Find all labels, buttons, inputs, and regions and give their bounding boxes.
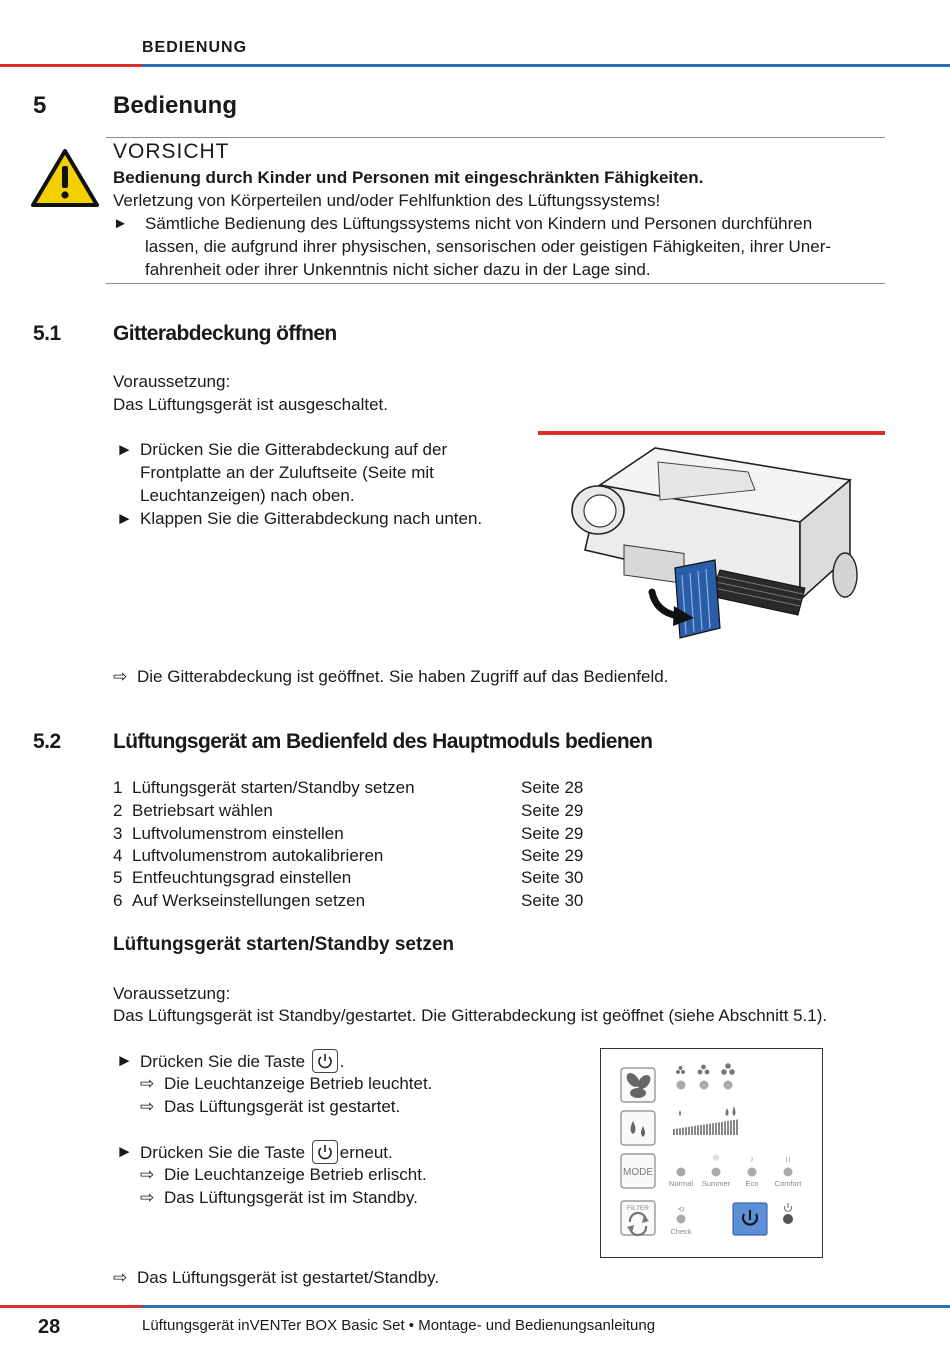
caution-subtitle: Bedienung durch Kinder und Personen mit eingeschränkten Fähigkeiten.: [113, 168, 704, 187]
mode-label: MODE: [623, 1167, 653, 1178]
prereq-label: Voraussetzung:: [113, 984, 231, 1003]
mode-comfort-label: Comfort: [774, 1179, 802, 1188]
triangle-bullet-icon: ►: [113, 215, 128, 232]
filter-label: FILTER: [627, 1205, 649, 1212]
step-text: Drücken Sie die Taste: [140, 1052, 306, 1071]
step-text: Leuchtanzeigen) nach oben.: [140, 486, 355, 505]
control-panel-illustration: [600, 1048, 823, 1258]
prereq-text: Das Lüftungsgerät ist ausgeschaltet.: [113, 395, 388, 414]
humidity-bar-segment: [676, 1129, 678, 1135]
footer-rule-red: [0, 1305, 142, 1308]
toc-page: Seite 28: [521, 778, 584, 797]
warning-triangle-icon: [30, 148, 100, 208]
step-line: [140, 1140, 393, 1164]
toc-number: 4: [113, 846, 123, 865]
humidity-bar-segment: [703, 1125, 705, 1136]
toc-number: 1: [113, 778, 123, 797]
result-arrow-icon: ⇨: [140, 1165, 155, 1184]
caution-effect: Verletzung von Körperteilen und/oder Fehlfunktion des Lüftungssystems!: [113, 191, 661, 210]
subsection-number: 5.2: [33, 730, 61, 753]
humidity-bar-segment: [736, 1120, 738, 1135]
footer-rule-blue: [142, 1305, 950, 1308]
eco-wave-icon: ≀: [750, 1155, 754, 1164]
toc-label: Luftvolumenstrom autokalibrieren: [132, 846, 384, 865]
toc-page: Seite 29: [521, 801, 584, 820]
humidity-bar-segment: [685, 1127, 687, 1135]
humidity-bar-segment: [730, 1120, 732, 1135]
humidity-bar-segment: [688, 1127, 690, 1135]
humidity-bar-segment: [691, 1126, 693, 1135]
humidity-bar-segment: [682, 1128, 684, 1135]
step-text: Drücken Sie die Gitterabdeckung auf der: [140, 440, 448, 459]
toc-label: Entfeuchtungsgrad einstellen: [132, 868, 352, 887]
result-line: [140, 1186, 418, 1209]
drop-button-icon: [621, 1111, 655, 1145]
power-indicator-led: [783, 1214, 793, 1224]
toc-number: 5: [113, 868, 123, 887]
humidity-bar-segment: [733, 1120, 735, 1135]
step-text: Klappen Sie die Gitterabdeckung nach unten.: [140, 509, 483, 528]
toc-number: 2: [113, 801, 123, 820]
caution-measure-line: fahrenheit oder ihrer Unkenntnis nicht sicher dazu in der Lage sind.: [145, 260, 651, 279]
humidity-bar-segment: [715, 1123, 717, 1135]
humidity-bar-segment: [721, 1122, 723, 1135]
result-line: [140, 1072, 432, 1095]
result-line: [113, 1266, 439, 1289]
running-header: BEDIENUNG: [142, 39, 248, 56]
mode-normal-label: Normal: [668, 1179, 694, 1188]
caution-measure-line: lassen, die aufgrund ihrer physischen, sensorischen oder geistigen Fähigkeiten, ihrer Uner-: [145, 237, 832, 256]
toc-label: Luftvolumenstrom einstellen: [132, 824, 344, 843]
caution-title: VORSICHT: [113, 140, 230, 163]
sun-icon: ☼: [711, 1153, 721, 1164]
step-line: [140, 1049, 345, 1073]
humidity-bar-segment: [673, 1129, 675, 1135]
footer-product: Lüftungsgerät inVENTer BOX Basic Set: [142, 1317, 405, 1334]
subsection-number: 5.1: [33, 322, 61, 345]
check-label: Check: [670, 1227, 692, 1236]
prereq-text: Das Lüftungsgerät ist Standby/gestartet. Die Gitterabdeckung ist geöffnet (siehe Abschnitt 5.1).: [113, 1006, 828, 1025]
humidity-bar-segment: [694, 1126, 696, 1135]
mode-summer-label: Summer: [701, 1179, 731, 1188]
toc-page: Seite 30: [521, 868, 584, 887]
toc-number: 3: [113, 824, 123, 843]
toc-number: 6: [113, 891, 123, 910]
triangle-bullet-icon: ►: [116, 509, 133, 528]
humidity-bar-segment: [718, 1122, 720, 1135]
power-key-icon: [312, 1049, 338, 1073]
check-refresh-icon: ⟲: [677, 1205, 685, 1214]
result-text: Die Leuchtanzeige Betrieb leuchtet.: [164, 1074, 433, 1093]
subsection-title: Lüftungsgerät am Bedienfeld des Hauptmoduls bedienen: [113, 730, 653, 753]
comfort-wave-icon: ≀≀: [785, 1155, 791, 1164]
humidity-bar-segment: [697, 1125, 699, 1135]
footer-text: Lüftungsgerät inVENTer BOX Basic Set • Montage- und Bedienungsanleitung: [142, 1317, 656, 1334]
humidity-bar-segment: [712, 1123, 714, 1135]
footer-doc-type: Montage- und Bedienungsanleitung: [418, 1317, 656, 1334]
page-number: 28: [38, 1316, 61, 1338]
section-title: Bedienung: [113, 92, 237, 119]
prereq-label: Voraussetzung:: [113, 372, 231, 391]
toc-page: Seite 29: [521, 824, 584, 843]
result-arrow-icon: ⇨: [113, 1268, 128, 1287]
result-line: [140, 1163, 427, 1186]
humidity-bar-segment: [724, 1121, 726, 1135]
result-text: Das Lüftungsgerät ist gestartet.: [164, 1097, 401, 1116]
step-text: erneut.: [339, 1143, 393, 1162]
result-arrow-icon: ⇨: [140, 1074, 155, 1093]
triangle-bullet-icon: ►: [116, 440, 133, 459]
toc-label: Auf Werkseinstellungen setzen: [132, 891, 366, 910]
result-text: Das Lüftungsgerät ist im Standby.: [164, 1188, 418, 1207]
result-text: Das Lüftungsgerät ist gestartet/Standby.: [137, 1268, 440, 1287]
humidity-bar-segment: [727, 1121, 729, 1135]
result-arrow-icon: ⇨: [140, 1097, 155, 1116]
result-line: [140, 1095, 400, 1118]
header-rule-red: [0, 64, 142, 67]
triangle-bullet-icon: ►: [116, 1142, 133, 1161]
toc-label: Betriebsart wählen: [132, 801, 273, 820]
result-text: Die Gitterabdeckung ist geöffnet. Sie haben Zugriff auf das Bedienfeld.: [137, 667, 669, 686]
humidity-bar-segment: [709, 1124, 711, 1135]
subsection-title: Gitterabdeckung öffnen: [113, 322, 337, 345]
subheading: Lüftungsgerät starten/Standby setzen: [113, 934, 454, 955]
humidity-bar-segment: [706, 1124, 708, 1135]
caution-bottom-rule: [106, 283, 885, 284]
mode-eco-label: Eco: [745, 1179, 759, 1188]
humidity-bar-segment: [679, 1128, 681, 1135]
toc-page: Seite 30: [521, 891, 584, 910]
result-text: Die Leuchtanzeige Betrieb erlischt.: [164, 1165, 427, 1184]
toc-page: Seite 29: [521, 846, 584, 865]
result-arrow-icon: ⇨: [113, 667, 128, 686]
result-arrow-icon: ⇨: [140, 1188, 155, 1207]
header-rule-blue: [142, 64, 950, 67]
caution-measure-line: Sämtliche Bedienung des Lüftungssystems nicht von Kindern und Personen durchführen: [145, 214, 813, 233]
power-key-icon: [312, 1140, 338, 1164]
section-number: 5: [33, 92, 47, 119]
humidity-bar-segment: [700, 1125, 702, 1135]
caution-top-rule: [106, 137, 885, 138]
figure-rule-red: [538, 431, 885, 435]
result-line: [113, 665, 668, 688]
step-text: Frontplatte an der Zuluftseite (Seite mit: [140, 463, 434, 482]
step-text: .: [339, 1052, 345, 1071]
device-illustration: [560, 440, 860, 645]
step-text: Drücken Sie die Taste: [140, 1143, 306, 1162]
triangle-bullet-icon: ►: [116, 1051, 133, 1070]
toc-label: Lüftungsgerät starten/Standby setzen: [132, 778, 415, 797]
